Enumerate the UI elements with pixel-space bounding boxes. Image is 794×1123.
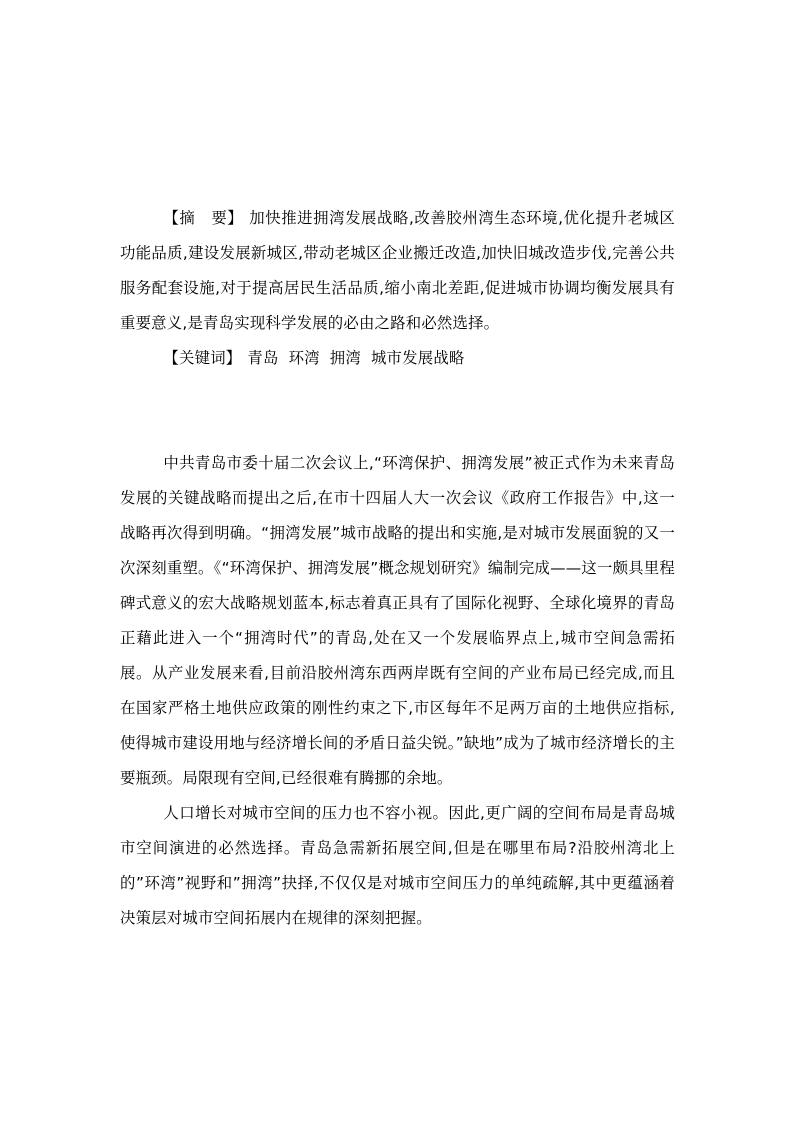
body-paragraph: 中共青岛市委十届二次会议上,“环湾保护、拥湾发展”被正式作为未来青岛发展的关键战略而提出之后,在市十四届人大一次会议《政府工作报告》中,这一战略再次得到明确。“拥湾发展”城市战略的提出和实施,是对城市发展面貌的又一次深刻重塑。《“环湾保护、拥湾发展”概念规划研究》编制完成——这一颇具里程碑式意义的宏大战略规划蓝本,标志着真正具有了国际化视野、全球化境界的青岛正藉此进入一个“拥湾时代”的青岛,处在又一个发展临界点上,城市空间急需拓展。从产业发展来看,目前沿胶州湾东西两岸既有空间的产业布局已经完成,而且在国家严格土地供应政策的刚性约束之下,市区每年不足两万亩的土地供应指标,使得城市建设用地与经济增长间的矛盾日益尖锐。”缺地”成为了城市经济增长的主要瓶颈。局限现有空间,已经很难有腾挪的余地。 (120, 454, 675, 787)
keyword-list (247, 349, 474, 367)
abstract-text: 加快推进拥湾发展战略,改善胶州湾生态环境,优化提升老城区功能品质,建设发展新城区,带动老城区企业搬迁改造,加快旧城改造步伐,完善公共服务配套设施,对于提高居民生活品质,缩小南北差距,促进城市协调均衡发展具有重要意义,是青岛实现科学发展的必由之路和必然选择。 (120, 209, 675, 332)
document-content (120, 201, 675, 936)
keyword-item: 拥湾 (329, 349, 361, 367)
keyword-item: 青岛 (247, 349, 279, 367)
keyword-item: 环湾 (288, 349, 320, 367)
abstract-paragraph (120, 201, 675, 341)
abstract-label: 【摘 要】 (163, 209, 244, 227)
body-paragraph: 人口增长对城市空间的压力也不容小视。因此,更广阔的空间布局是青岛城市空间演进的必然选择。青岛急需新拓展空间,但是在哪里布局?沿胶州湾北上的”环湾”视野和”拥湾”抉择,不仅仅是对城市空间压力的单纯疏解,其中更蕴涵着决策层对城市空间拓展内在规律的深刻把握。 (120, 804, 675, 927)
keywords-label: 【关键词】 (163, 349, 242, 367)
section-spacer (120, 376, 675, 446)
keywords-paragraph (120, 341, 675, 376)
keyword-item: 城市发展战略 (370, 349, 465, 367)
